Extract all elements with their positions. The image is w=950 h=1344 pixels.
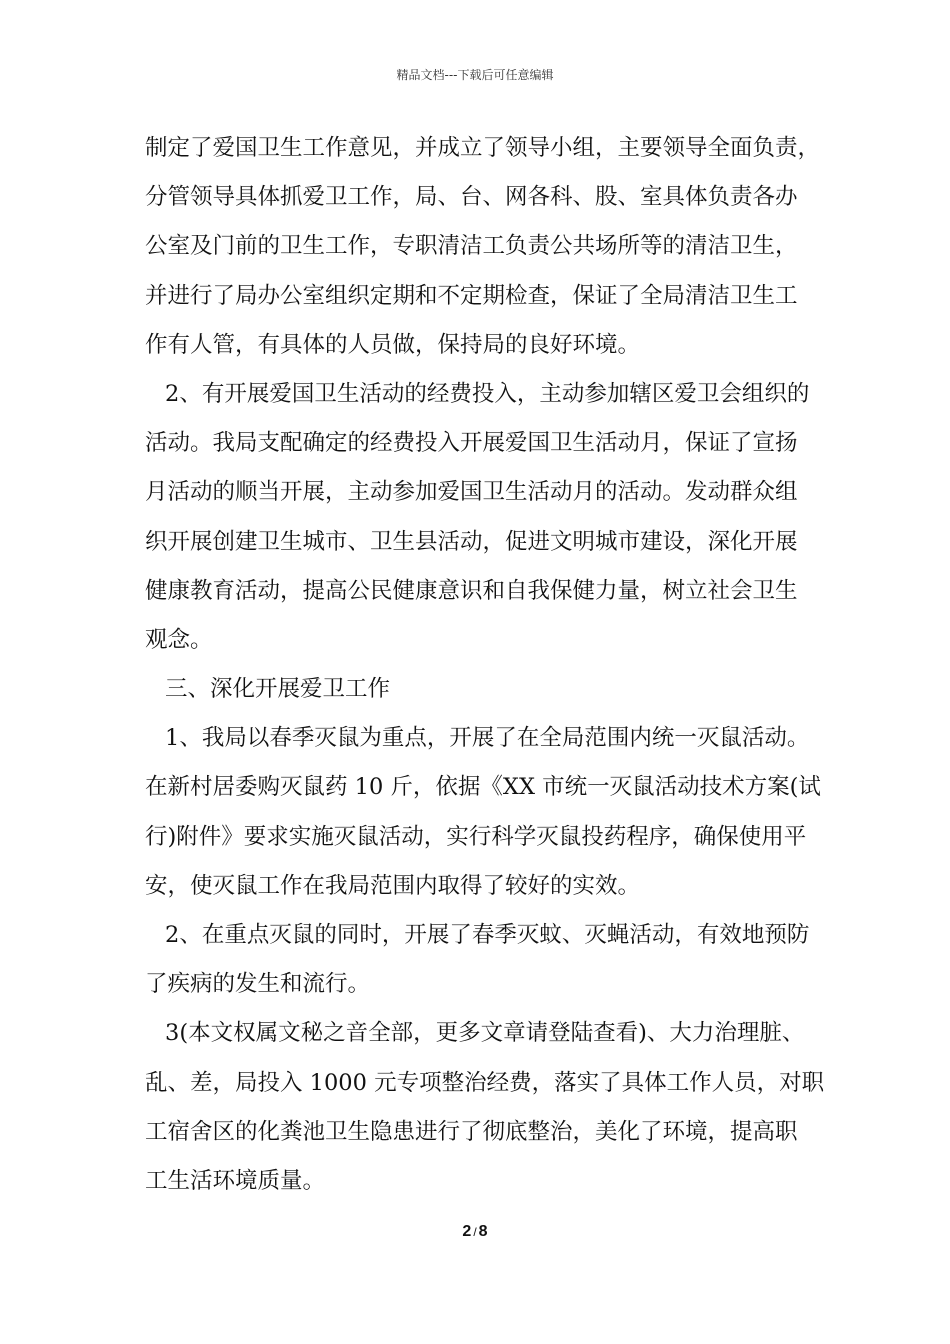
text-line: 并进行了局办公室组织定期和不定期检查，保证了全局清洁卫生工 — [145, 282, 798, 309]
text-line: 安，使灭鼠工作在我局范围内取得了较好的实效。 — [145, 872, 641, 899]
text-line: 公室及门前的卫生工作，专职清洁工负责公共场所等的清洁卫生， — [145, 233, 798, 260]
page-total: 8 — [478, 1223, 488, 1240]
text-line: 1、我局以春季灭鼠为重点，开展了在全局范围内统一灭鼠活动。 — [165, 725, 810, 752]
text-line: 制定了爱国卫生工作意见，并成立了领导小组，主要领导全面负责， — [145, 135, 821, 161]
text-line: 在新村居委购灭鼠药 10 斤，依据《XX 市统一灭鼠活动技术方案(试 — [145, 774, 821, 801]
page-current: 2 — [462, 1223, 472, 1240]
text-line: 作有人管，有具体的人员做，保持局的良好环境。 — [145, 331, 641, 358]
text-line: 健康教育活动，提高公民健康意识和自我保健力量，树立社会卫生 — [145, 577, 798, 604]
text-line: 工宿舍区的化粪池卫生隐患进行了彻底整治，美化了环境，提高职 — [145, 1118, 798, 1145]
section-heading: 三、深化开展爱卫工作 — [165, 676, 391, 703]
text-line: 乱、差，局投入 1000 元专项整治经费，落实了具体工作人员，对职 — [145, 1069, 825, 1096]
text-line: 分管领导具体抓爱卫工作，局、台、网各科、股、室具体负责各办 — [145, 184, 798, 211]
text-line: 观念。 — [145, 626, 213, 653]
text-line: 了疾病的发生和流行。 — [145, 971, 371, 998]
page-number — [0, 1223, 950, 1241]
text-line: 月活动的顺当开展，主动参加爱国卫生活动月的活动。发动群众组 — [145, 479, 798, 506]
text-line: 2、有开展爱国卫生活动的经费投入，主动参加辖区爱卫会组织的 — [165, 380, 810, 407]
text-line: 工生活环境质量。 — [145, 1167, 326, 1194]
text-line: 行)附件》要求实施灭鼠活动，实行科学灭鼠投药程序，确保使用平 — [145, 823, 807, 850]
page-separator: / — [473, 1225, 477, 1239]
document-body — [145, 128, 825, 1210]
text-line: 3(本文权属文秘之音全部，更多文章请登陆查看)、大力治理脏、 — [165, 1020, 805, 1047]
page-header: 精品文档---下载后可任意编辑 — [396, 68, 554, 82]
text-line: 活动。我局支配确定的经费投入开展爱国卫生活动月，保证了宣扬 — [145, 430, 798, 457]
text-line: 2、在重点灭鼠的同时，开展了春季灭蚊、灭蝇活动，有效地预防 — [165, 922, 810, 948]
text-line: 织开展创建卫生城市、卫生县活动，促进文明城市建设，深化开展 — [145, 528, 798, 555]
